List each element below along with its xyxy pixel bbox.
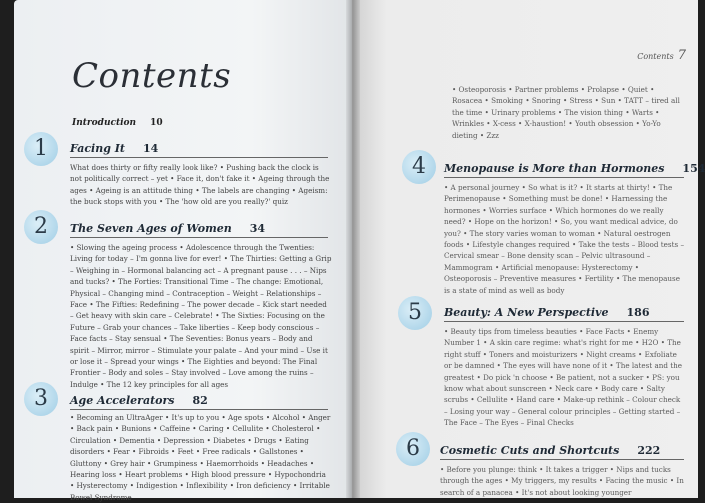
right-page — [352, 0, 705, 498]
chapter-number-badge: 4 — [402, 150, 436, 184]
chapter-summary: • Before you plunge: think • It takes a trigger • Nips and tucks through the ages • My triggers, my results • Facing the music • In search of a panacea • It's not about looking younger — [440, 465, 684, 497]
chapter-number-badge: 5 — [398, 296, 432, 330]
chapter-heading — [444, 306, 684, 322]
chapter-summary: • A personal journey • So what is it? • It starts at thirty! • The Perimenopause • Something must be done! • Harnessing the hormones • Worries surface • Which hormones do we really need? • Hope on the horizon! • So, you want medical advice, do you? • The story varies woman to woman • Natural oestrogen foods • Lifestyle changes required • Take the tests – Blood tests – Cervical smear – Bone density scan – Pelvic ultrasound – Mammogram • Artificial menopause: Hysterectomy • Osteoporosis – Preventive measures • Fertility • The menopause is a state of mind as well as body — [444, 183, 685, 295]
chapter-title: Menopause is More than Hormones — [444, 162, 665, 175]
chapter-heading — [440, 444, 684, 460]
chapter-summary: What does thirty or fifty really look like? • Pushing back the clock is not politically correct – yet • Face it, don't fake it • Ageing through the ages • Ageing is an attitude thing • The labels are changing • Ageism: the buck stops with you • The 'how old are you really?' quiz — [70, 163, 330, 207]
chapter-heading — [444, 162, 705, 178]
continued-summary: • Osteoporosis • Partner problems • Prolapse • Quiet • Rosacea • Smoking • Snoring • Stress • Sun • TATT – tired all the time • Urinary problems • The vision thing • Warts • Wrinkles • X-cess • X-haustion! • Youth obsession • Yo-Yo dieting • Zzz — [452, 85, 680, 140]
chapter-heading — [70, 142, 328, 158]
chapter-page: 186 — [626, 306, 650, 319]
chapter-title: Age Accelerators — [70, 394, 175, 407]
running-head — [637, 48, 686, 63]
chapter-number-badge: 3 — [24, 382, 58, 416]
chapter-page: 82 — [192, 394, 208, 407]
chapter-title: Facing It — [70, 142, 125, 155]
page-title: Contents — [72, 56, 232, 96]
chapter-number-badge: 6 — [396, 432, 430, 466]
chapter-summary: • Slowing the ageing process • Adolescence through the Twenties: Living for today – I'm gonna live for ever! • The Thirties: Getting a Grip – Weighing in – Hormonal balancing act – A pregnant pause . . . – Nips and tucks? • The Forties: Transitional Time – The change: Emotional, Physical – Changing mind – Contraception – Weight – Relationships – Face • The Fifties: Redefining – The power decade – Kick start needed – Get heavy with skin care – Celebrate! • The Sixties: Focusing on the Future – Grab your chances – Take liberties – Keep body conscious – Face facts – Stay sensual • The Seventies: Bonus years – Body and spirit – Mirror, mirror – Stimulate your palate – And your mind – Use it or lose it – Spread your wings • The Eighties and beyond: The Final Frontier – Body and soles – Stay involved – Love among the ruins – Indulge • The 12 key principles for all ages — [70, 243, 332, 389]
chapter-heading — [70, 394, 328, 410]
chapter-summary: • Becoming an UltraAger • It's up to you • Age spots • Alcohol • Anger • Back pain • Bunions • Caffeine • Caring • Cellulite • Cholesterol • Circulation • Dementia • Depression • Diabetes • Drugs • Eating disorders • Fear • Fibroids • Feet • Free radicals • Gallstones • Gluttony • Grey hair • Grumpiness • Haemorrhoids • Headaches • Hearing loss • Heart problems • High blood pressure • Hypochondria • Hysterectomy • Indigestion • Inflexibility • Iron deficiency • Irritable Bowel Syndrome — [70, 413, 331, 502]
chapter-page: 14 — [142, 142, 159, 155]
chapter-title: Cosmetic Cuts and Shortcuts — [440, 444, 620, 457]
chapter-number-badge: 1 — [24, 132, 58, 166]
chapter-page: 222 — [637, 444, 661, 457]
running-head-title: Contents — [637, 52, 674, 61]
book-gutter — [346, 0, 360, 498]
intro-page: 10 — [150, 118, 163, 128]
chapter-title: The Seven Ages of Women — [70, 222, 232, 235]
chapter-page: 154 — [682, 162, 705, 175]
chapter-number-badge: 2 — [24, 210, 58, 244]
left-page — [14, 0, 354, 502]
page-number: 7 — [677, 48, 686, 63]
intro-entry — [72, 118, 163, 128]
intro-label: Introduction — [72, 118, 137, 128]
chapter-summary: • Beauty tips from timeless beauties • Face Facts • Enemy Number 1 • A skin care regime: what's right for me • H2O • The right stuff • Toners and moisturizers • Night creams • Exfoliate or be damned • The eyes will have none of it • The latest and the greatest • Do pick 'n choose • Be patient, not a sucker • PS: you know what about sunscreen • Neck care • Body care • Salty scrubs • Cellulite • Hand care • Make-up rethink – Colour check – Losing your way – General colour principles – Getting started – The Face – The Eyes – Final Checks — [444, 327, 683, 428]
chapter-title: Beauty: A New Perspective — [444, 306, 609, 319]
chapter-page: 34 — [249, 222, 266, 235]
chapter-heading — [70, 222, 328, 238]
